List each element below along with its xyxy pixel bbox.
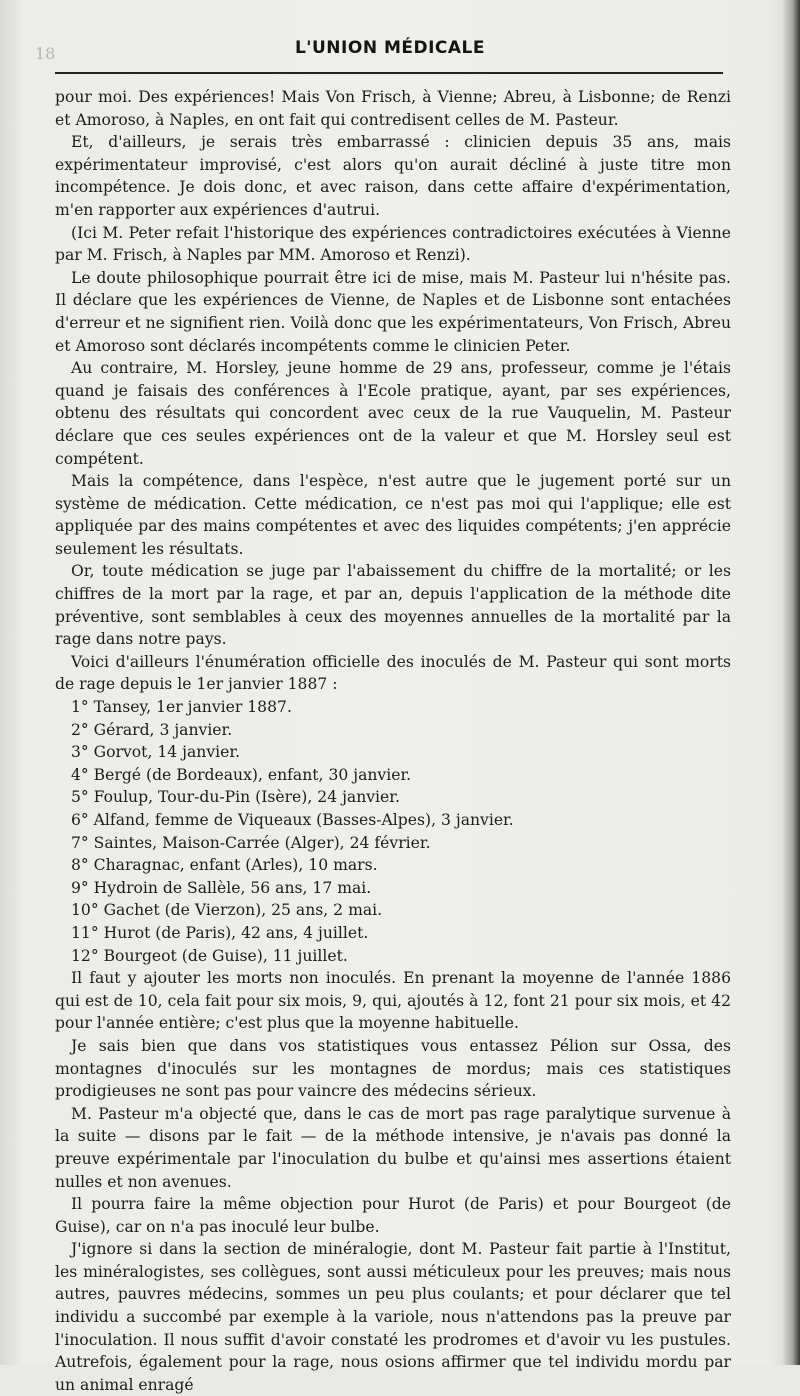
deaths-list [55, 696, 731, 967]
list-item: 6° Alfand, femme de Viqueaux (Basses-Alpes), 3 janvier. [71, 811, 514, 829]
paragraph: J'ignore si dans la section de minéralogie, dont M. Pasteur fait partie à l'Institut, les minéralogistes, ses collègues, sont aussi méticuleux pour les preuves; mais nous autres, pauvres médecins, sommes un peu plus coulants; et pour déclarer que tel individu a succombé par exemple à la variole, nous n'attendons pas la preuve par l'inoculation. Il nous suffit d'avoir constaté les prodromes et d'avoir vu les pustules. Autrefois, également pour la rage, nous osions affirmer que tel individu mordu par un animal enragé [55, 1240, 731, 1394]
paragraph: Il pourra faire la même objection pour Hurot (de Paris) et pour Bourgeot (de Guise), car on n'a pas inoculé leur bulbe. [55, 1195, 731, 1236]
paragraph: Et, d'ailleurs, je serais très embarrassé : clinicien depuis 35 ans, mais expérimentateur improvisé, c'est alors qu'on aurait décliné à juste titre mon incompétence. Je dois donc, et avec raison, dans cette affaire d'expérimentation, m'en rapporter aux expériences d'autrui. [55, 133, 731, 219]
list-item: 3° Gorvot, 14 janvier. [71, 743, 241, 762]
list-item: 8° Charagnac, enfant (Arles), 10 mars. [71, 856, 378, 875]
list-item: 10° Gachet (de Vierzon), 25 ans, 2 mai. [71, 901, 383, 920]
paragraph: pour moi. Des expériences! Mais Von Frisch, à Vienne; Abreu, à Lisbonne; de Renzi et Amoroso, à Naples, en ont fait qui contredisent celles de M. Pasteur. [55, 88, 731, 129]
list-item: 11° Hurot (de Paris), 42 ans, 4 juillet. [71, 923, 369, 942]
paragraph: Or, toute médication se juge par l'abaissement du chiffre de la mortalité; or les chiffres de la mort par la rage, et par an, depuis l'application de la méthode dite préventive, sont semblables à ceux des moyennes annuelles de la mortalité par la rage dans notre pays. [55, 562, 731, 649]
body-text [55, 86, 731, 1396]
paragraph: Le doute philosophique pourrait être ici de mise, mais M. Pasteur lui n'hésite pas. Il déclare que les expériences de Vienne, de Naples et de Lisbonne sont entachées d'erreur et ne signifient rien. Voilà donc que les expérimentateurs, Von Frisch, Abreu et Amoroso sont déclarés incompétents comme le clinicien Peter. [55, 268, 731, 355]
running-title: L'UNION MÉDICALE [294, 38, 486, 58]
list-item: 4° Bergé (de Bordeaux), enfant, 30 janvier. [71, 765, 412, 784]
paragraph: M. Pasteur m'a objecté que, dans le cas de mort pas rage paralytique survenue à la suite — disons par le fait — de la méthode intensive, je n'avais pas donné la preuve expérimentale par l'inoculation du bulbe et qu'ainsi mes assertions étaient nulles et non avenues. [55, 1104, 731, 1191]
list-item: 12° Bourgeot (de Guise), 11 juillet. [71, 946, 348, 965]
paragraph: Je sais bien que dans vos statistiques vous entassez Pélion sur Ossa, des montagnes d'inoculés sur les montagnes de mordus; mais ces statistiques prodigieuses ne sont pas pour vaincre des médecins sérieux. [55, 1036, 731, 1101]
paragraph: Au contraire, M. Horsley, jeune homme de 29 ans, professeur, comme je l'étais quand je faisais des conférences à l'Ecole pratique, ayant, par ses expériences, obtenu des résultats qui concordent avec ceux de la rue Vauquelin, M. Pasteur déclare que ces seules expériences ont de la valeur et que M. Horsley seul est compétent. [55, 359, 731, 468]
page-edge-shadow [782, 0, 800, 1365]
list-item: 7° Saintes, Maison-Carrée (Alger), 24 février. [71, 833, 431, 852]
paragraph: Voici d'ailleurs l'énumération officielle des inoculés de M. Pasteur qui sont morts de rage depuis le 1er janvier 1887 : [55, 652, 731, 694]
list-item: 5° Foulup, Tour-du-Pin (Isère), 24 janvier. [71, 788, 400, 807]
page-header [35, 38, 725, 63]
list-item: 2° Gérard, 3 janvier. [71, 720, 233, 739]
paragraph: Mais la compétence, dans l'espèce, n'est autre que le jugement porté sur un système de médication. Cette médication, ce n'est pas moi qui l'applique; elle est appliquée par des mains compétentes et avec des liquides compétents; j'en apprécie seulement les résultats. [55, 472, 731, 558]
paragraph: (Ici M. Peter refait l'historique des expériences contradictoires exécutées à Vienne par M. Frisch, à Naples par MM. Amoroso et Renzi). [55, 223, 731, 265]
list-item: 9° Hydroin de Sallèle, 56 ans, 17 mai. [71, 878, 372, 897]
page-number: 18 [35, 44, 56, 63]
paragraph: Il faut y ajouter les morts non inoculés. En prenant la moyenne de l'année 1886 qui est de 10, cela fait pour six mois, 9, qui, ajoutés à 12, font 21 pour six mois, et 42 pour l'année entière; c'est plus que la moyenne habituelle. [55, 969, 731, 1033]
header-rule [55, 72, 723, 74]
list-item: 1° Tansey, 1er janvier 1887. [71, 698, 292, 717]
